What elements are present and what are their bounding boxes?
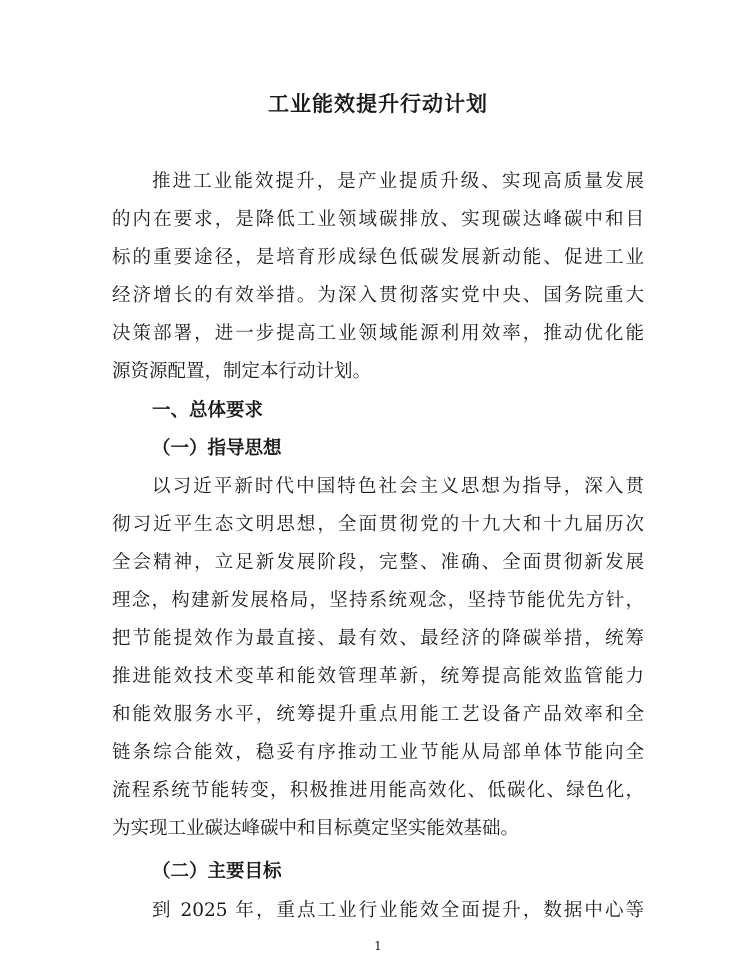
paragraph-line: 全会精神，立足新发展阶段，完整、准确、全面贯彻新发展 bbox=[112, 552, 644, 573]
paragraph-line: 推进工业能效提升，是产业提质升级、实现高质量发展 bbox=[152, 171, 644, 192]
page-number: 1 bbox=[374, 939, 382, 953]
paragraph-line: 源资源配置，制定本行动计划。 bbox=[112, 361, 372, 382]
paragraph-line: 经济增长的有效举措。为深入贯彻落实党中央、国务院重大 bbox=[112, 285, 644, 306]
paragraph-line: 彻习近平生态文明思想，全面贯彻党的十九大和十九届历次 bbox=[112, 514, 644, 535]
paragraph-line: 理念，构建新发展格局，坚持系统观念，坚持节能优先方针， bbox=[112, 590, 644, 611]
paragraph-line: 决策部署，进一步提高工业领域能源利用效率，推动优化能 bbox=[112, 323, 644, 344]
paragraph-line: 标的重要途径，是培育形成绿色低碳发展新动能、促进工业 bbox=[112, 247, 644, 268]
paragraph-line: 以习近平新时代中国特色社会主义思想为指导，深入贯 bbox=[152, 476, 644, 497]
section-heading: 一、总体要求 bbox=[152, 400, 264, 421]
paragraph-line: 的内在要求，是降低工业领域碳排放、实现碳达峰碳中和目 bbox=[112, 209, 644, 230]
subsection-heading: （一）指导思想 bbox=[152, 438, 282, 459]
paragraph-line: 流程系统节能转变，积极推进用能高效化、低碳化、绿色化， bbox=[112, 780, 644, 801]
paragraph-line: 推进能效技术变革和能效管理革新，统筹提高能效监管能力 bbox=[112, 666, 644, 687]
paragraph-line: 和能效服务水平，统筹提升重点用能工艺设备产品效率和全 bbox=[112, 704, 644, 725]
document-title: 工业能效提升行动计划 bbox=[268, 91, 488, 116]
subsection-heading: （二）主要目标 bbox=[152, 861, 282, 882]
paragraph-line: 把节能提效作为最直接、最有效、最经济的降碳举措，统筹 bbox=[112, 628, 644, 649]
paragraph-line: 为实现工业碳达峰碳中和目标奠定坚实能效基础。 bbox=[112, 818, 520, 839]
paragraph-line: 链条综合能效，稳妥有序推动工业节能从局部单体节能向全 bbox=[112, 742, 644, 763]
paragraph-line: 到 2025 年，重点工业行业能效全面提升，数据中心等 bbox=[152, 900, 644, 921]
